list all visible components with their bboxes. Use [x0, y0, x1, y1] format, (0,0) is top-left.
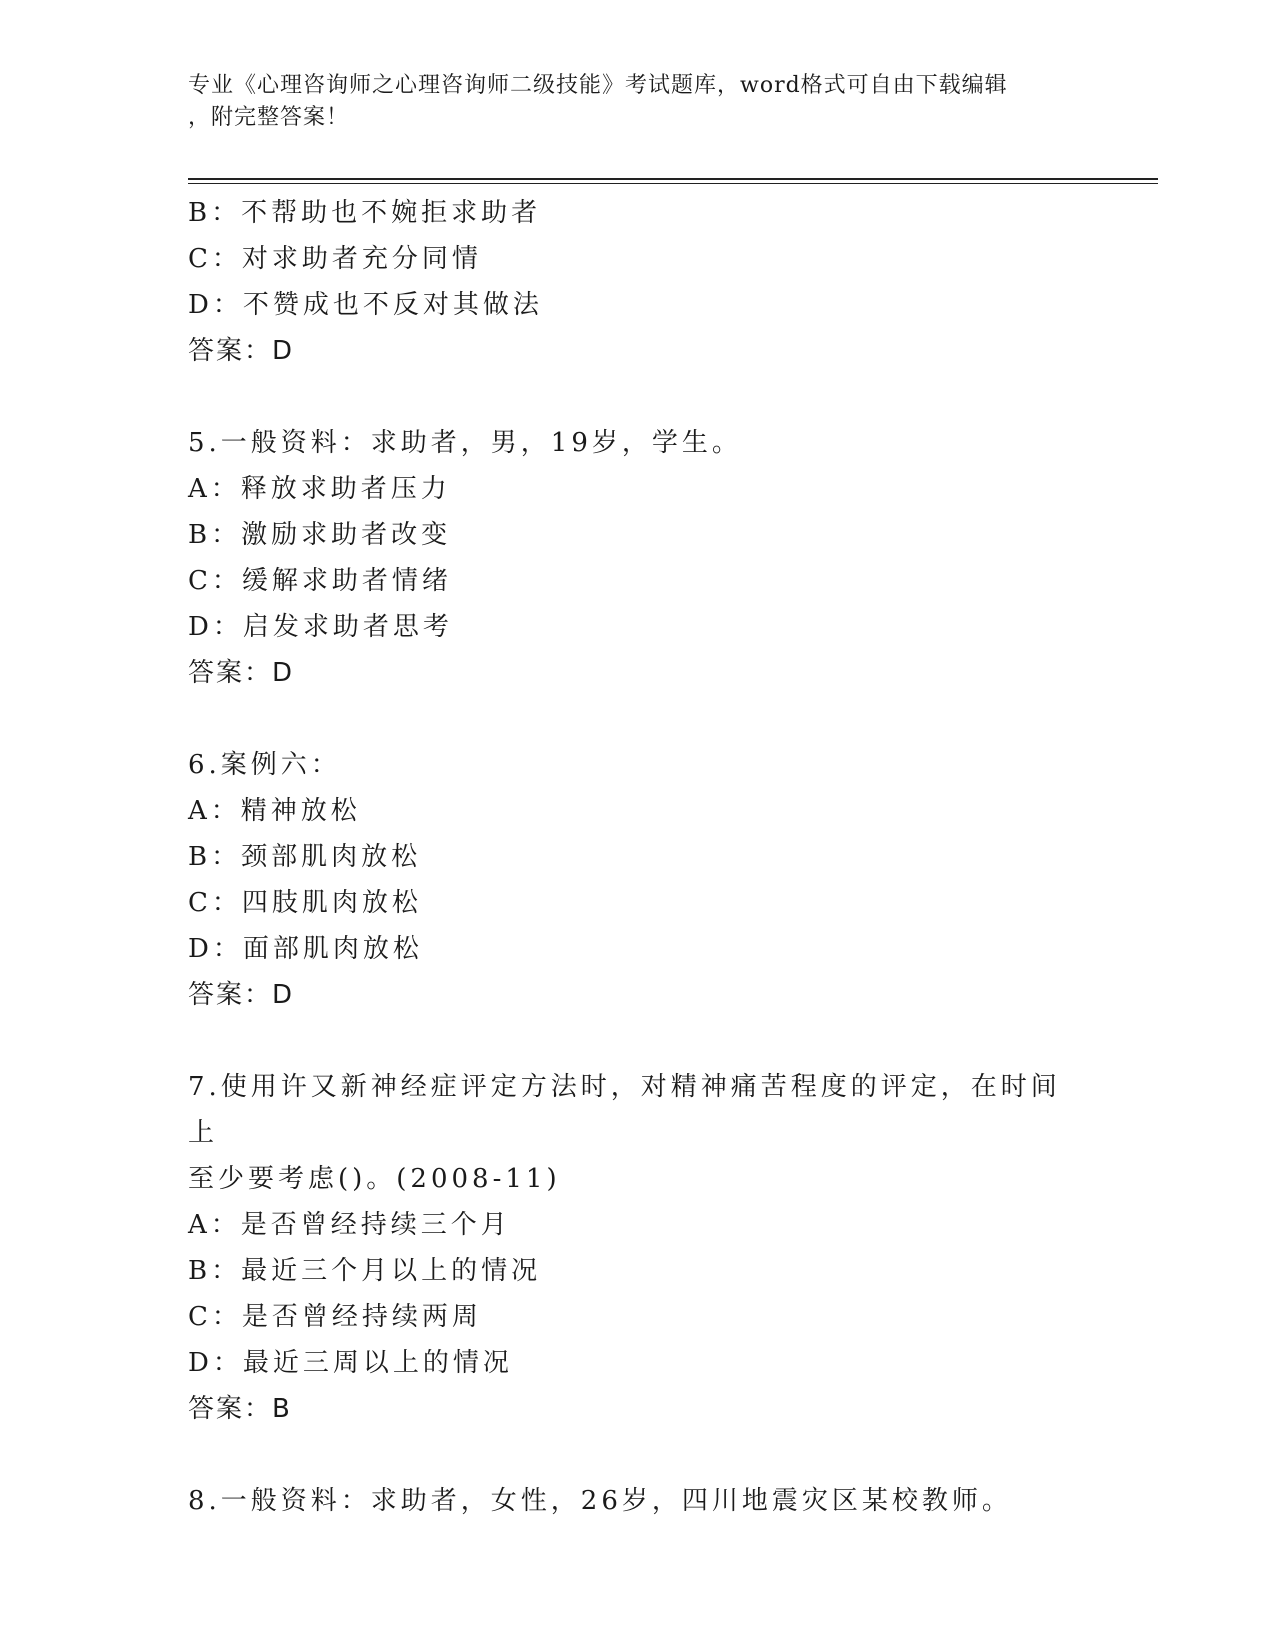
answer-line: 答案：B: [188, 1394, 292, 1424]
option-c: C：四肢肌肉放松: [188, 888, 422, 918]
question-5: [188, 420, 1088, 696]
spacer: [188, 696, 1088, 742]
answer-line: 答案：D: [188, 336, 295, 366]
answer-line: 答案：D: [188, 658, 295, 688]
option-a: A：释放求助者压力: [188, 474, 451, 504]
option-c: C：是否曾经持续两周: [188, 1302, 482, 1332]
question-list: [188, 190, 1088, 1524]
option-b: B：激励求助者改变: [188, 520, 452, 550]
option-d: D：最近三周以上的情况: [188, 1348, 513, 1378]
option-a: A：精神放松: [188, 796, 361, 826]
question-title: 5.一般资料：求助者，男，19岁，学生。: [188, 428, 742, 458]
spacer: [188, 1018, 1088, 1064]
header-divider-thick: [188, 178, 1158, 180]
question-title: 6.案例六：: [188, 750, 341, 780]
answer-line: 答案：D: [188, 980, 295, 1010]
question-title: 8.一般资料：求助者，女性，26岁，四川地震灾区某校教师。: [188, 1486, 1012, 1516]
question-7: [188, 1064, 1088, 1432]
option-b: B：最近三个月以上的情况: [188, 1256, 542, 1286]
spacer: [188, 1432, 1088, 1478]
document-header: [188, 70, 1088, 134]
option-d: D：启发求助者思考: [188, 612, 453, 642]
option-c: C：对求助者充分同情: [188, 244, 482, 274]
option-b: B：颈部肌肉放松: [188, 842, 422, 872]
option-c: C：缓解求助者情绪: [188, 566, 452, 596]
option-d: D：面部肌肉放松: [188, 934, 423, 964]
header-line-2: ，附完整答案！: [188, 105, 350, 130]
header-divider-thin: [188, 183, 1158, 184]
option-a: A：是否曾经持续三个月: [188, 1210, 511, 1240]
question-8: [188, 1478, 1088, 1524]
question-6: [188, 742, 1088, 1018]
option-d: D：不赞成也不反对其做法: [188, 290, 543, 320]
question-title-line-2: 至少要考虑()。(2008-11): [188, 1164, 561, 1194]
option-b: B：不帮助也不婉拒求助者: [188, 198, 542, 228]
question-4: [188, 190, 1088, 374]
header-line-1: 专业《心理咨询师之心理咨询师二级技能》考试题库，word格式可自由下载编辑: [188, 73, 1008, 98]
spacer: [188, 374, 1088, 420]
question-title-line-1: 7.使用许又新神经症评定方法时，对精神痛苦程度的评定，在时间上: [188, 1072, 1061, 1148]
